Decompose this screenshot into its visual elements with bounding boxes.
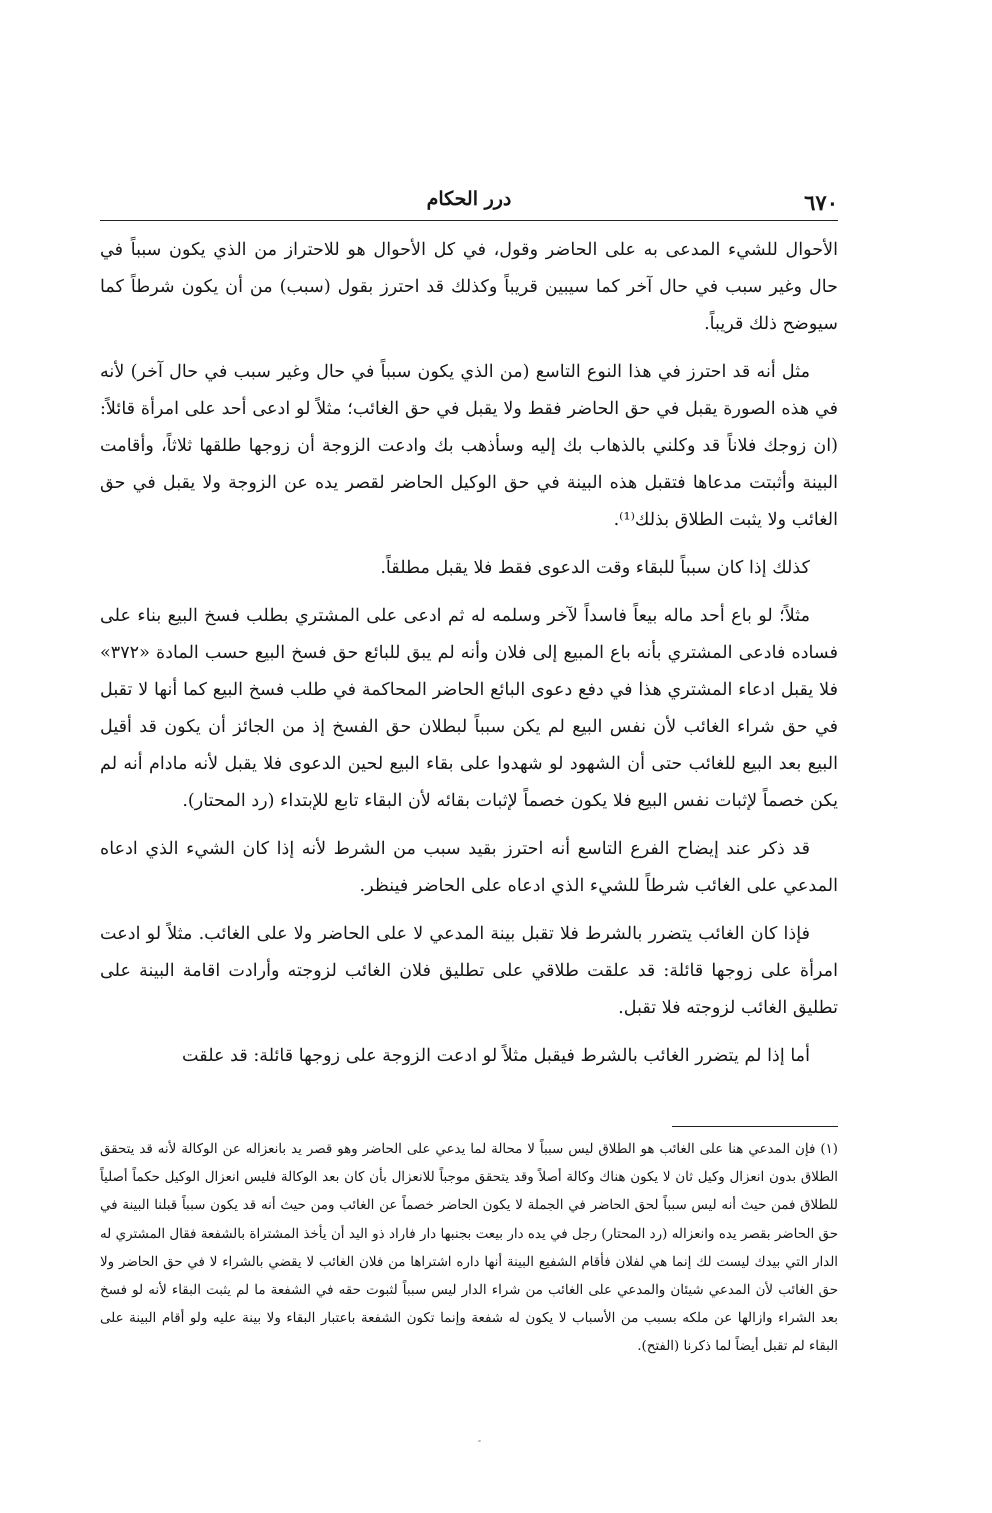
- footnote-text: فإن المدعي هنا على الغائب هو الطلاق ليس سبباً لا محالة لما يدعي على الحاضر وهو قصر يد بانعزاله عن الوكالة لأنه قد يتحقق الطلاق بدون انعزال وكيل ثان لا يكون هناك وكالة أصلاً وقد يتحقق موجباً للانعزال بأن كان بعد الوكالة فليس انعزال الوكيل حكماً أصلياً للطلاق فمن حيث أنه ليس سبباً لحق الحاضر في الجملة لا يكون الحاضر خصماً عن الغائب ومن حيث أنه قد يكون سبباً قبلنا البينة في حق الحاضر بقصر يده وانعزاله (رد المحتار) رجل في يده دار بيعت بجنبها دار فاراد ذو اليد أن يأخذ المشتراة بالشفعة فقال المشتري له الدار التي بيدك ليست لك إنما هي لفلان فأقام الشفيع البينة أنها داره اشتراها من فلان الغائب لا يقضي بالشراء لا في حق الحاضر ولا حق الغائب لأن المدعي شيئان والمدعي على الغائب من شراء الدار ليس سبباً لثبوت حقه في الشفعة ما لم يثبت البقاء لأنه لو فسخ بعد الشراء وازالها عن ملكه بسبب من الأسباب لا يكون له شفعة وإنما تكون الشفعة باعتبار البقاء ولا بينة عليه ولو أقام البينة على البقاء لم تقبل أيضاً لما ذكرنا (الفتح).: [100, 1142, 838, 1355]
- scan-speck: [478, 1440, 481, 1442]
- paragraph: فإذا كان الغائب يتضرر بالشرط فلا تقبل بينة المدعي لا على الحاضر ولا على الغائب. مثلاً لو ادعت امرأة على زوجها قائلة: قد علقت طلاقي على تطليق فلان الغائب لزوجته وأرادت اقامة البينة على تطليق الغائب لزوجته فلا تقبل.: [100, 924, 838, 1018]
- paragraph: أما إذا لم يتضرر الغائب بالشرط فيقبل مثلاً لو ادعت الزوجة على زوجها قائلة: قد علقت: [182, 1046, 810, 1066]
- main-text: [100, 232, 838, 1086]
- page-number: ٦٧٠: [804, 190, 838, 215]
- paragraph: مثلاً؛ لو باع أحد ماله بيعاً فاسداً لآخر وسلمه له ثم ادعى على المشتري بطلب فسخ البيع بناء على فساده فادعى المشتري بأنه باع المبيع إلى فلان وأنه لم يبق للبائع حق فسخ البيع حسب المادة «٣٧٢» فلا يقبل ادعاء المشتري هذا في دفع دعوى البائع الحاضر المحاكمة في طلب فسخ البيع كما أنها لا تقبل في حق شراء الغائب لأن نفس البيع لم يكن سبباً لبطلان حق الفسخ إذ من الجائز أن يكون قد أقيل البيع بعد البيع للغائب حتى أن الشهود لو شهدوا على بقاء البيع لحين الدعوى فلا يقبل لأنه مادام أنه لم يكن خصماً لإثبات نفس البيع فلا يكون خصماً لإثبات بقائه لأن البقاء تابع للإبتداء (رد المحتار).: [100, 606, 838, 811]
- footnote-rule: [672, 1126, 838, 1127]
- footnote: [100, 1136, 838, 1362]
- paragraph: الأحوال للشيء المدعى به على الحاضر وقول، في كل الأحوال هو للاحتراز من الذي يكون سبباً في حال وغير سبب في حال آخر كما سيبين قريباً وكذلك قد احترز بقول (سبب) من أن يكون شرطاً كما سيوضح ذلك قريباً.: [100, 240, 838, 334]
- paragraph: قد ذكر عند إيضاح الفرع التاسع أنه احترز بقيد سبب من الشرط لأنه إذا كان الشيء الذي ادعاه المدعي على الغائب شرطاً للشيء الذي ادعاه على الحاضر فينظر.: [100, 839, 838, 896]
- paragraph: كذلك إذا كان سبباً للبقاء وقت الدعوى فقط فلا يقبل مطلقاً.: [380, 558, 810, 578]
- header-rule: [100, 220, 838, 221]
- page-header: [100, 188, 838, 216]
- footnote-marker: (١): [820, 1142, 838, 1157]
- running-title: درر الحكام: [426, 188, 512, 210]
- paragraph: مثل أنه قد احترز في هذا النوع التاسع (من الذي يكون سبباً في حال وغير سبب في حال آخر) لأنه في هذه الصورة يقبل في حق الحاضر فقط ولا يقبل في حق الغائب؛ مثلاً لو ادعى أحد على امرأة قائلاً: (ان زوجك فلاناً قد وكلني بالذهاب بك إليه وسأذهب بك وادعت الزوجة أن زوجها طلقها ثلاثاً، وأقامت البينة وأثبتت مدعاها فتقبل هذه البينة في حق الوكيل الحاضر لقصر يده عن الزوجة ولا يقبل في حق الغائب ولا يثبت الطلاق بذلك⁽¹⁾.: [100, 362, 838, 530]
